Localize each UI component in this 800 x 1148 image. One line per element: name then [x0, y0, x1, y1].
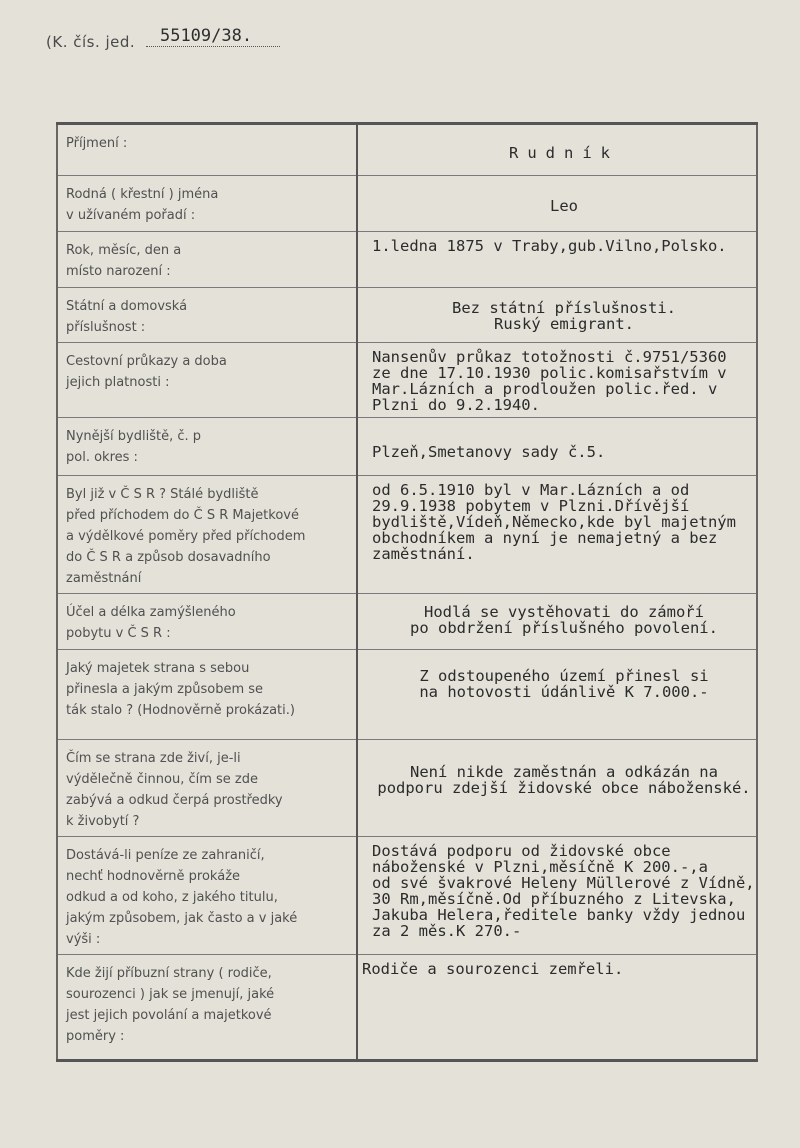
value-relatives: Rodiče a sourozenci zemřeli. [357, 955, 757, 1061]
form-row-birth [57, 232, 757, 288]
file-number-line [46, 26, 280, 53]
file-number-value: 55109/38. [146, 26, 280, 47]
value-previous-stay: od 6.5.1910 byl v Mar.Lázních a od 29.9.1938 pobytem v Plzni.Dřívější bydliště,Vídeň,Německo,kde byl majetným obchodníkem a nyní je nemajetný a bez zaměstnání. [357, 476, 757, 594]
label-previous-stay: Byl již v Č S R ? Stálé bydliště před příchodem do Č S R Majetkové a výdělkové poměry před příchodem do Č S R a způsob dosavadního zaměstnání [57, 476, 357, 594]
value-foreign-money: Dostává podporu od židovské obce náboženské v Plzni,měsíčně K 200.-,a od své švakrové Heleny Müllerové z Vídně, 30 Rm,měsíčně.Od příbuzného z Litevska, Jakuba Helera,ředitele banky vždy jednou za 2 měs.K 270.- [357, 837, 757, 955]
form-row-previous-stay [57, 476, 757, 594]
value-livelihood: Není nikde zaměstnán a odkázán na podporu zdejší židovské obce náboženské. [357, 740, 757, 837]
form-row-surname [57, 124, 757, 176]
form-row-passport [57, 343, 757, 418]
value-purpose: Hodlá se vystěhovati do zámoří po obdržení příslušného povolení. [357, 594, 757, 650]
label-livelihood: Čím se strana zde živí, je-li výdělečně činnou, čím se zde zabývá a odkud čerpá prostředky k živobytí ? [57, 740, 357, 837]
value-property: Z odstoupeného území přinesl si na hotovosti údánlivě K 7.000.- [357, 650, 757, 740]
label-property: Jaký majetek strana s sebou přinesla a jakým způsobem se ták stalo ? (Hodnověrně prokázati.) [57, 650, 357, 740]
form-row-relatives [57, 955, 757, 1061]
value-citizenship: Bez státní příslušnosti. Ruský emigrant. [357, 288, 757, 343]
value-passport: Nansenův průkaz totožnosti č.9751/5360 ze dne 17.10.1930 polic.komisařstvím v Mar.Lázních a prodloužen polic.řed. v Plzni do 9.2.1940. [357, 343, 757, 418]
file-number-label: (K. čís. jed. [46, 33, 136, 51]
label-citizenship: Státní a domovská příslušnost : [57, 288, 357, 343]
label-purpose: Účel a délka zamýšleného pobytu v Č S R : [57, 594, 357, 650]
value-birth: 1.ledna 1875 v Traby,gub.Vilno,Polsko. [357, 232, 757, 288]
label-relatives: Kde žijí příbuzní strany ( rodiče, sourozenci ) jak se jmenují, jaké jest jejich povolání a majetkové poměry : [57, 955, 357, 1061]
form-row-residence [57, 418, 757, 476]
form-row-property [57, 650, 757, 740]
label-passport: Cestovní průkazy a doba jejich platnosti : [57, 343, 357, 418]
label-residence: Nynější bydliště, č. p pol. okres : [57, 418, 357, 476]
value-surname-text: Rudník [509, 144, 619, 162]
value-surname [357, 124, 757, 176]
form-row-livelihood [57, 740, 757, 837]
registration-form-table [56, 122, 758, 1062]
form-row-foreign-money [57, 837, 757, 955]
label-given-names: Rodná ( křestní ) jména v užívaném pořadí : [57, 176, 357, 232]
form-row-purpose [57, 594, 757, 650]
label-foreign-money: Dostává-li peníze ze zahraničí, nechť hodnověrně prokáže odkud a od koho, z jakého titulu, jakým způsobem, jak často a v jaké výši : [57, 837, 357, 955]
form-row-citizenship [57, 288, 757, 343]
label-birth: Rok, měsíc, den a místo narození : [57, 232, 357, 288]
value-residence: Plzeň,Smetanovy sady č.5. [357, 418, 757, 476]
label-surname: Příjmení : [57, 124, 357, 176]
form-row-given-names [57, 176, 757, 232]
value-given-names: Leo [357, 176, 757, 232]
